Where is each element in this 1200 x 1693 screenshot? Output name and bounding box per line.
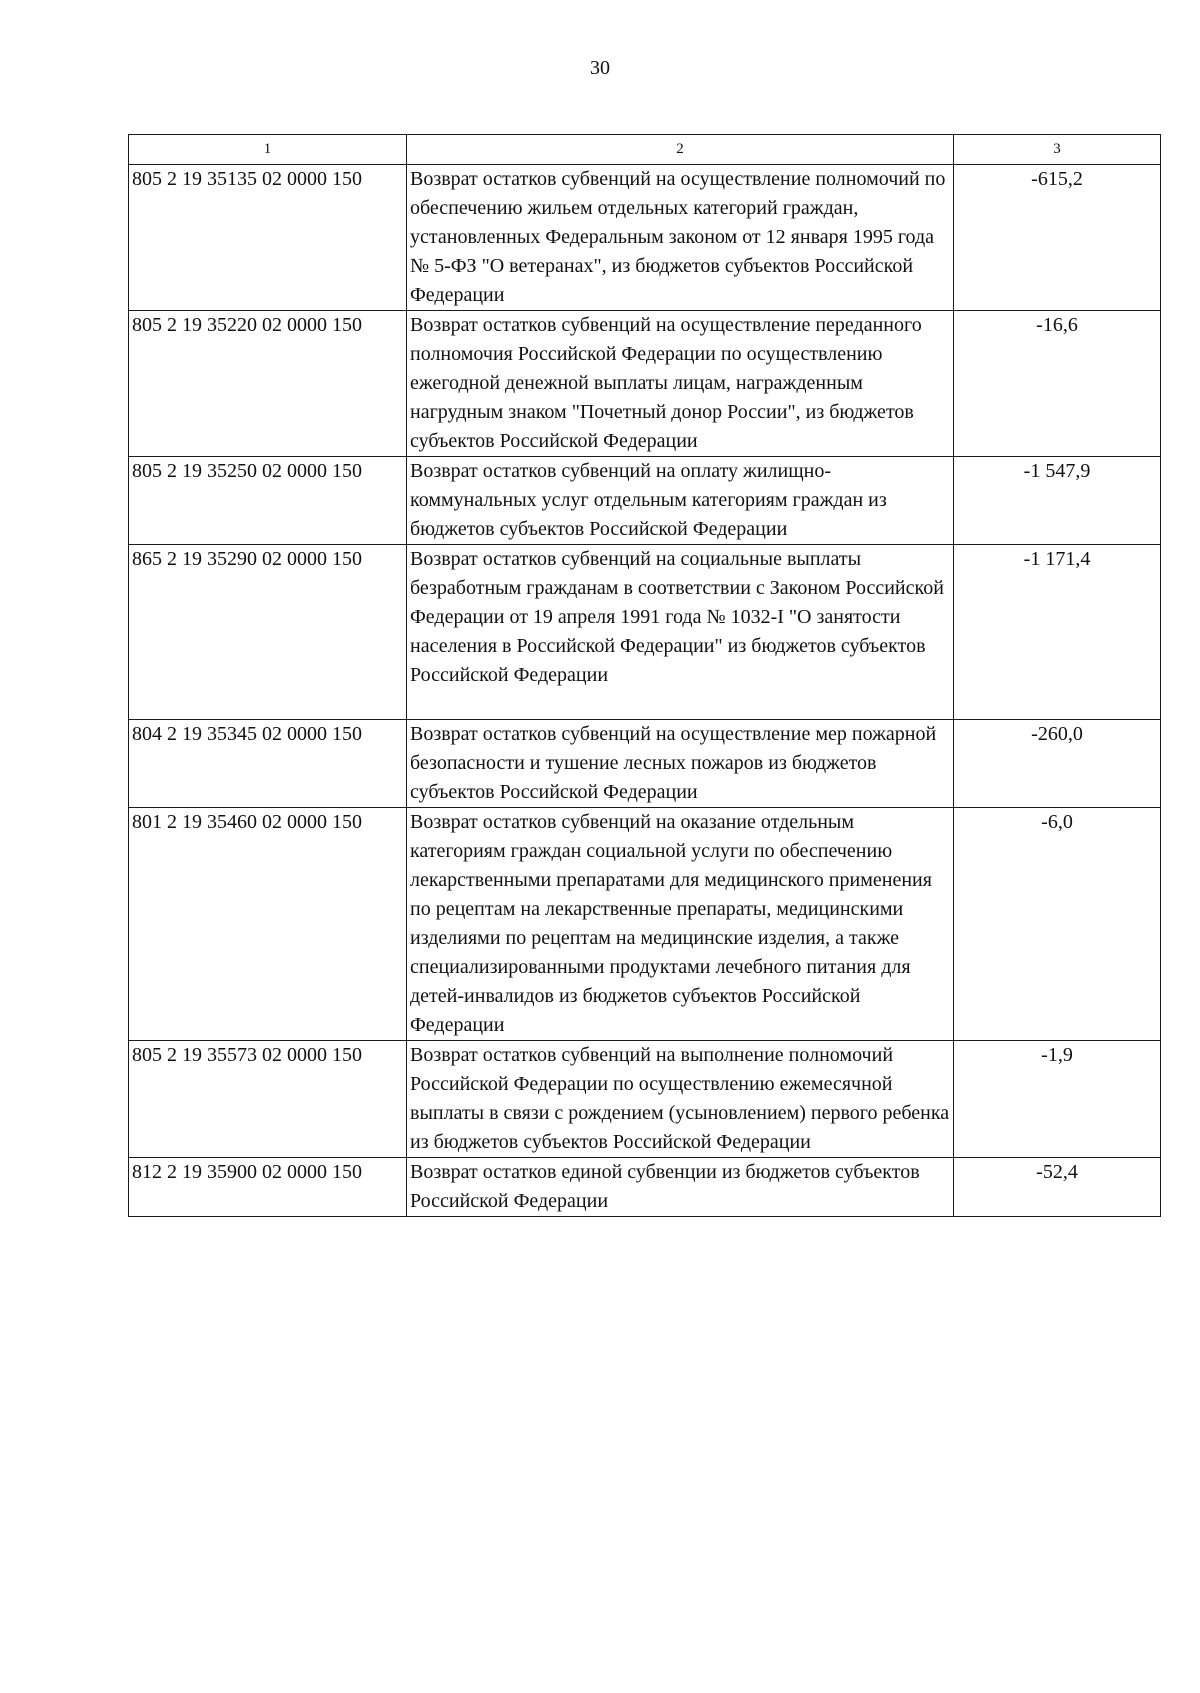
- budget-code-cell: 805 2 19 35220 02 0000 150: [129, 311, 407, 457]
- amount-cell: -6,0: [954, 808, 1161, 1041]
- amount-cell: -1,9: [954, 1041, 1161, 1158]
- column-header-code: 1: [129, 135, 407, 165]
- page-number: 30: [590, 57, 610, 79]
- amount-cell: -52,4: [954, 1158, 1161, 1217]
- description-cell: Возврат остатков субвенций на осуществление полномочий по обеспечению жильем отдельных категорий граждан, установленных Федеральным законом от 12 января 1995 года № 5-ФЗ "О ветеранах", из бюджетов субъектов Российской Федерации: [407, 165, 954, 311]
- table-row: [129, 457, 1161, 545]
- amount-cell: -615,2: [954, 165, 1161, 311]
- table-row: [129, 720, 1161, 808]
- amount-cell: -16,6: [954, 311, 1161, 457]
- description-cell: Возврат остатков субвенций на оплату жилищно-коммунальных услуг отдельным категориям граждан из бюджетов субъектов Российской Федерации: [407, 457, 954, 545]
- amount-cell: -1 171,4: [954, 545, 1161, 720]
- table-row: [129, 545, 1161, 720]
- column-header-amount: 3: [954, 135, 1161, 165]
- column-header-description: 2: [407, 135, 954, 165]
- budget-code-cell: 801 2 19 35460 02 0000 150: [129, 808, 407, 1041]
- description-cell: Возврат остатков субвенций на осуществление мер пожарной безопасности и тушение лесных пожаров из бюджетов субъектов Российской Федерации: [407, 720, 954, 808]
- description-cell: Возврат остатков субвенций на осуществление переданного полномочия Российской Федерации по осуществлению ежегодной денежной выплаты лицам, награжденным нагрудным знаком "Почетный донор России", из бюджетов субъектов Российской Федерации: [407, 311, 954, 457]
- table-row: [129, 311, 1161, 457]
- budget-code-cell: 812 2 19 35900 02 0000 150: [129, 1158, 407, 1217]
- table-row: [129, 808, 1161, 1041]
- budget-code-cell: 865 2 19 35290 02 0000 150: [129, 545, 407, 720]
- description-cell: Возврат остатков единой субвенции из бюджетов субъектов Российской Федерации: [407, 1158, 954, 1217]
- amount-cell: -1 547,9: [954, 457, 1161, 545]
- description-cell: Возврат остатков субвенций на социальные выплаты безработным гражданам в соответствии с Законом Российской Федерации от 19 апреля 1991 года № 1032-I "О занятости населения в Российской Федерации" из бюджетов субъектов Российской Федерации: [407, 545, 954, 720]
- amount-cell: -260,0: [954, 720, 1161, 808]
- budget-code-cell: 805 2 19 35250 02 0000 150: [129, 457, 407, 545]
- table-row: [129, 1041, 1161, 1158]
- budget-code-cell: 804 2 19 35345 02 0000 150: [129, 720, 407, 808]
- budget-code-cell: 805 2 19 35573 02 0000 150: [129, 1041, 407, 1158]
- table-header-row: [129, 135, 1161, 165]
- description-cell: Возврат остатков субвенций на оказание отдельным категориям граждан социальной услуги по обеспечению лекарственными препаратами для медицинского применения по рецептам на лекарственные препараты, медицинскими изделиями по рецептам на медицинские изделия, а также специализированными продуктами лечебного питания для детей-инвалидов из бюджетов субъектов Российской Федерации: [407, 808, 954, 1041]
- table-row: [129, 1158, 1161, 1217]
- table-row: [129, 165, 1161, 311]
- description-cell: Возврат остатков субвенций на выполнение полномочий Российской Федерации по осуществлению ежемесячной выплаты в связи с рождением (усыновлением) первого ребенка из бюджетов субъектов Российской Федерации: [407, 1041, 954, 1158]
- budget-table: [128, 134, 1161, 1217]
- budget-code-cell: 805 2 19 35135 02 0000 150: [129, 165, 407, 311]
